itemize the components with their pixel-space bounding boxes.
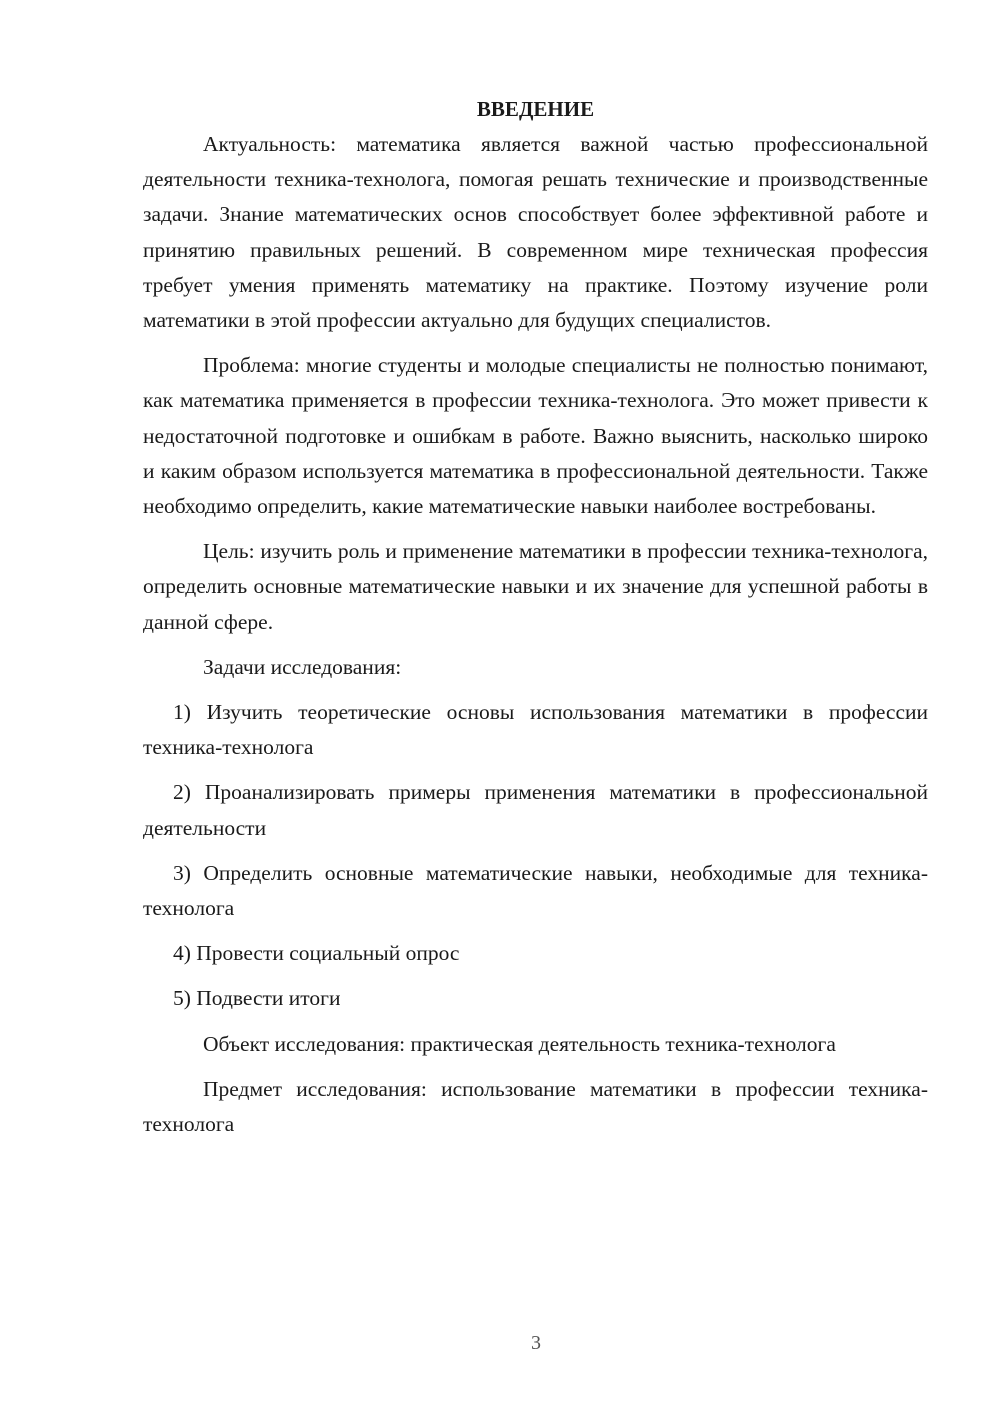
task-item-4: 4) Провести социальный опрос bbox=[173, 941, 460, 966]
paragraph-tasks-heading: Задачи исследования: bbox=[203, 654, 402, 679]
task-item-5: 5) Подвести итоги bbox=[173, 986, 341, 1011]
paragraph-problem: Проблема: многие студенты и молодые специалисты не полностью понимают, как математика применяется в профессии техника-технолога. Это может привести к недостаточной подготовке и ошибкам в работе. Важно выяснить, насколько широко и каким образом используется математика в профессиональной деятельности. Также необходимо определить, какие математические навыки наиболее востребованы. bbox=[143, 353, 928, 519]
paragraph-object: Объект исследования: практическая деятельность техника-технолога bbox=[203, 1031, 836, 1056]
paragraph-subject: Предмет исследования: использование математики в профессии техника-технолога bbox=[143, 1076, 928, 1137]
page-title: ВВЕДЕНИЕ bbox=[476, 97, 595, 121]
paragraph-relevance: Актуальность: математика является важной частью профессиональной деятельности техника-технолога, помогая решать технические и производственные задачи. Знание математических основ способствует более эффективной работе и принятию правильных решений. В современном мире техническая профессия требует умения применять математику на практике. Поэтому изучение роли математики в этой профессии актуально для будущих специалистов. bbox=[143, 132, 928, 333]
task-item-3: 3) Определить основные математические навыки, необходимые для техника-технолога bbox=[143, 860, 928, 921]
document-page bbox=[143, 92, 928, 1142]
task-item-1: 1) Изучить теоретические основы использования математики в профессии техника-технолога bbox=[143, 700, 928, 760]
task-item-2: 2) Проанализировать примеры применения математики в профессиональной деятельности bbox=[143, 780, 928, 840]
page-number: 3 bbox=[531, 1332, 541, 1354]
paragraph-goal: Цель: изучить роль и применение математики в профессии техника-технолога, определить основные математические навыки и их значение для успешной работы в данной сфере. bbox=[143, 539, 928, 634]
